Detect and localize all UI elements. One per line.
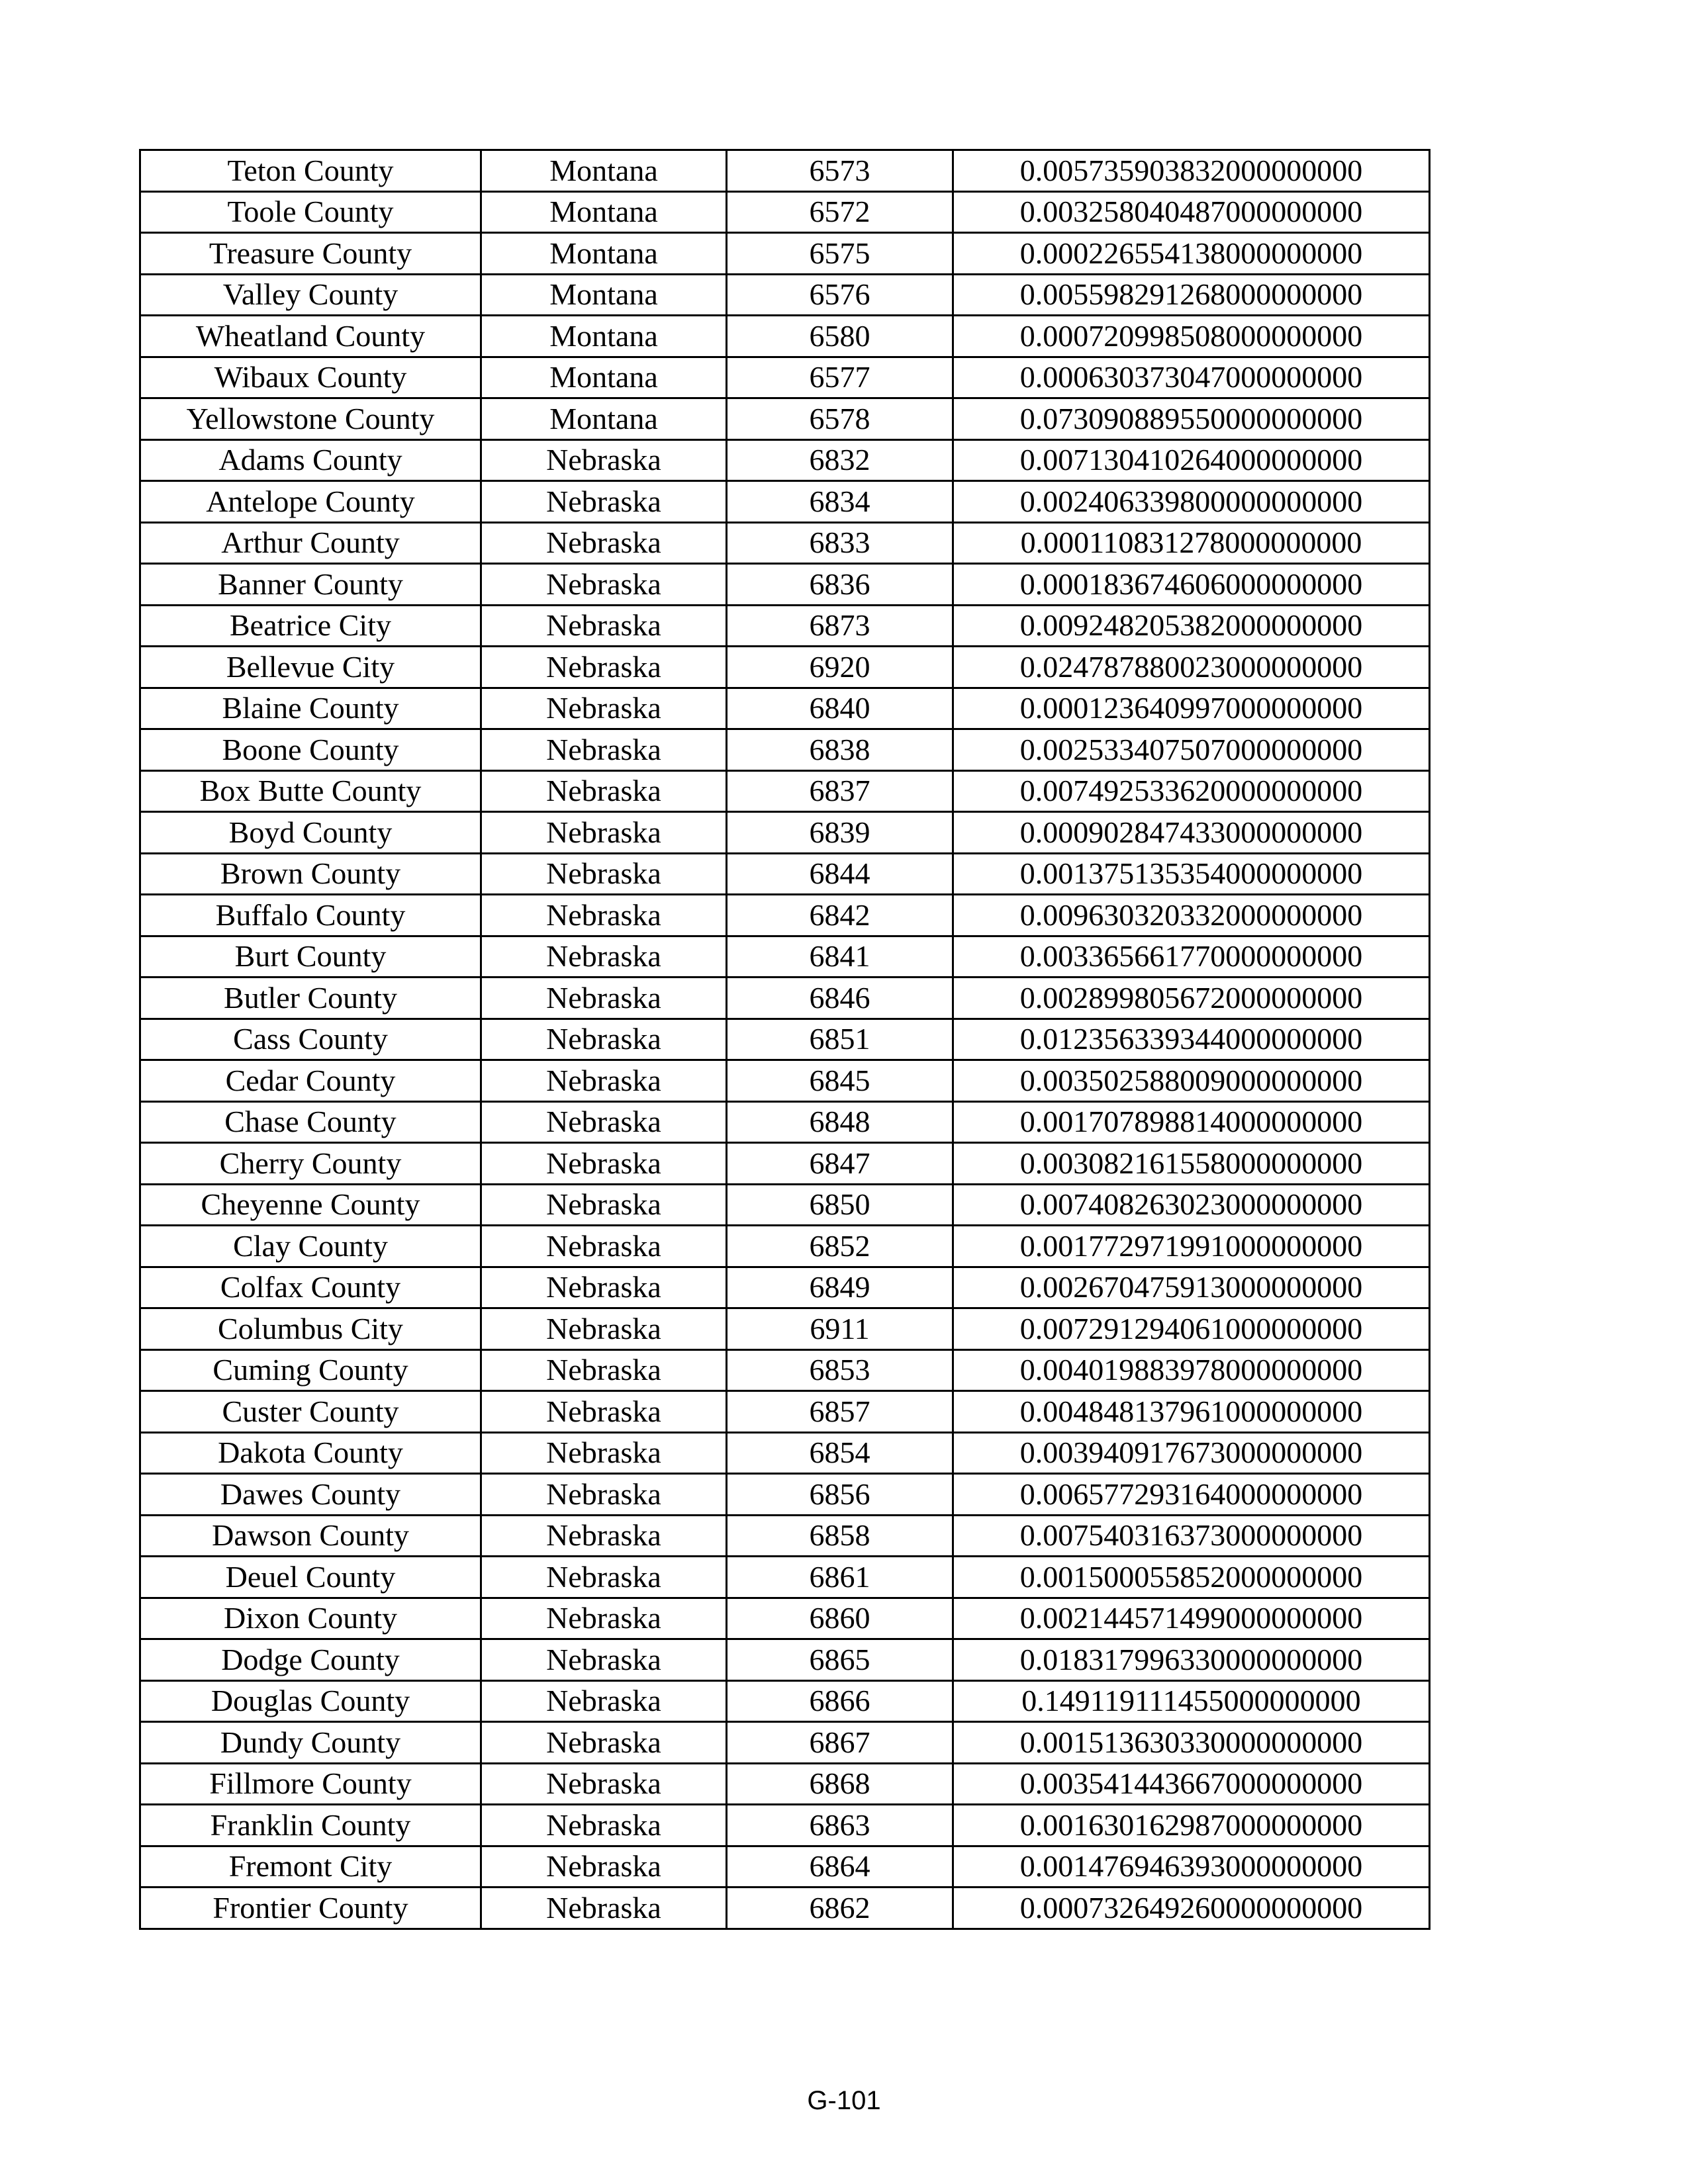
table-row xyxy=(140,936,1430,978)
table-row xyxy=(140,1308,1430,1350)
allocation-cell: 0.003541443667000000000 xyxy=(953,1763,1430,1805)
state-cell: Nebraska xyxy=(481,1474,727,1516)
county-name-cell: Boone County xyxy=(140,729,481,771)
county-name-cell: Beatrice City xyxy=(140,605,481,647)
id-cell: 6864 xyxy=(727,1846,953,1888)
id-cell: 6849 xyxy=(727,1267,953,1308)
county-name-cell: Chase County xyxy=(140,1101,481,1143)
table-row xyxy=(140,522,1430,564)
allocation-cell: 0.000183674606000000000 xyxy=(953,564,1430,606)
county-name-cell: Cass County xyxy=(140,1019,481,1060)
table-row xyxy=(140,1557,1430,1598)
state-cell: Montana xyxy=(481,191,727,233)
id-cell: 6847 xyxy=(727,1143,953,1185)
state-cell: Montana xyxy=(481,274,727,316)
table-row xyxy=(140,1515,1430,1557)
allocation-cell: 0.000123640997000000000 xyxy=(953,688,1430,729)
table-row xyxy=(140,1349,1430,1391)
table-row xyxy=(140,1639,1430,1681)
county-name-cell: Buffalo County xyxy=(140,895,481,936)
allocation-cell: 0.001513630330000000000 xyxy=(953,1722,1430,1764)
id-cell: 6861 xyxy=(727,1557,953,1598)
table-row xyxy=(140,274,1430,316)
county-name-cell: Box Butte County xyxy=(140,770,481,812)
county-name-cell: Dundy County xyxy=(140,1722,481,1764)
id-cell: 6920 xyxy=(727,647,953,688)
county-name-cell: Dawes County xyxy=(140,1474,481,1516)
county-allocation-table xyxy=(139,149,1430,1930)
id-cell: 6838 xyxy=(727,729,953,771)
id-cell: 6833 xyxy=(727,522,953,564)
id-cell: 6858 xyxy=(727,1515,953,1557)
id-cell: 6850 xyxy=(727,1184,953,1226)
state-cell: Nebraska xyxy=(481,605,727,647)
state-cell: Nebraska xyxy=(481,1846,727,1888)
allocation-cell: 0.007130410264000000000 xyxy=(953,439,1430,481)
state-cell: Nebraska xyxy=(481,936,727,978)
table-row xyxy=(140,1598,1430,1639)
id-cell: 6572 xyxy=(727,191,953,233)
county-name-cell: Dixon County xyxy=(140,1598,481,1639)
id-cell: 6573 xyxy=(727,150,953,192)
county-name-cell: Cuming County xyxy=(140,1349,481,1391)
county-name-cell: Arthur County xyxy=(140,522,481,564)
county-name-cell: Dakota County xyxy=(140,1432,481,1474)
table-row xyxy=(140,605,1430,647)
county-name-cell: Yellowstone County xyxy=(140,398,481,440)
allocation-cell: 0.000630373047000000000 xyxy=(953,357,1430,398)
id-cell: 6839 xyxy=(727,812,953,854)
allocation-cell: 0.003082161558000000000 xyxy=(953,1143,1430,1185)
state-cell: Nebraska xyxy=(481,1143,727,1185)
id-cell: 6841 xyxy=(727,936,953,978)
county-name-cell: Burt County xyxy=(140,936,481,978)
allocation-cell: 0.000902847433000000000 xyxy=(953,812,1430,854)
allocation-cell: 0.149119111455000000000 xyxy=(953,1680,1430,1722)
allocation-cell: 0.005598291268000000000 xyxy=(953,274,1430,316)
id-cell: 6576 xyxy=(727,274,953,316)
allocation-cell: 0.006577293164000000000 xyxy=(953,1474,1430,1516)
state-cell: Nebraska xyxy=(481,564,727,606)
table-row xyxy=(140,233,1430,275)
table-row xyxy=(140,647,1430,688)
state-cell: Nebraska xyxy=(481,1680,727,1722)
state-cell: Montana xyxy=(481,357,727,398)
allocation-cell: 0.002670475913000000000 xyxy=(953,1267,1430,1308)
allocation-cell: 0.004019883978000000000 xyxy=(953,1349,1430,1391)
state-cell: Montana xyxy=(481,398,727,440)
county-name-cell: Boyd County xyxy=(140,812,481,854)
id-cell: 6580 xyxy=(727,316,953,357)
allocation-cell: 0.012356339344000000000 xyxy=(953,1019,1430,1060)
state-cell: Nebraska xyxy=(481,770,727,812)
county-name-cell: Blaine County xyxy=(140,688,481,729)
state-cell: Nebraska xyxy=(481,1805,727,1846)
county-name-cell: Teton County xyxy=(140,150,481,192)
table-row xyxy=(140,150,1430,192)
state-cell: Montana xyxy=(481,233,727,275)
table-row xyxy=(140,812,1430,854)
state-cell: Nebraska xyxy=(481,481,727,523)
county-name-cell: Cedar County xyxy=(140,1060,481,1102)
allocation-cell: 0.002899805672000000000 xyxy=(953,978,1430,1019)
county-name-cell: Dawson County xyxy=(140,1515,481,1557)
state-cell: Nebraska xyxy=(481,812,727,854)
allocation-cell: 0.005735903832000000000 xyxy=(953,150,1430,192)
state-cell: Montana xyxy=(481,316,727,357)
allocation-cell: 0.009248205382000000000 xyxy=(953,605,1430,647)
allocation-cell: 0.003502588009000000000 xyxy=(953,1060,1430,1102)
table-row xyxy=(140,1101,1430,1143)
allocation-cell: 0.000720998508000000000 xyxy=(953,316,1430,357)
id-cell: 6873 xyxy=(727,605,953,647)
state-cell: Nebraska xyxy=(481,439,727,481)
allocation-cell: 0.001707898814000000000 xyxy=(953,1101,1430,1143)
county-name-cell: Brown County xyxy=(140,853,481,895)
state-cell: Nebraska xyxy=(481,1060,727,1102)
page-number: G-101 xyxy=(807,2086,881,2115)
allocation-cell: 0.000110831278000000000 xyxy=(953,522,1430,564)
county-name-cell: Douglas County xyxy=(140,1680,481,1722)
state-cell: Nebraska xyxy=(481,1391,727,1433)
county-name-cell: Wheatland County xyxy=(140,316,481,357)
table-row xyxy=(140,1680,1430,1722)
allocation-cell: 0.009630320332000000000 xyxy=(953,895,1430,936)
table-row xyxy=(140,439,1430,481)
id-cell: 6857 xyxy=(727,1391,953,1433)
county-name-cell: Dodge County xyxy=(140,1639,481,1681)
state-cell: Nebraska xyxy=(481,1267,727,1308)
state-cell: Nebraska xyxy=(481,1101,727,1143)
county-name-cell: Banner County xyxy=(140,564,481,606)
id-cell: 6578 xyxy=(727,398,953,440)
allocation-cell: 0.003258040487000000000 xyxy=(953,191,1430,233)
allocation-cell: 0.002144571499000000000 xyxy=(953,1598,1430,1639)
id-cell: 6834 xyxy=(727,481,953,523)
allocation-cell: 0.001500055852000000000 xyxy=(953,1557,1430,1598)
table-row xyxy=(140,1763,1430,1805)
table-row xyxy=(140,1846,1430,1888)
county-name-cell: Fremont City xyxy=(140,1846,481,1888)
table-row xyxy=(140,1019,1430,1060)
id-cell: 6842 xyxy=(727,895,953,936)
allocation-cell: 0.004848137961000000000 xyxy=(953,1391,1430,1433)
state-cell: Nebraska xyxy=(481,1349,727,1391)
county-name-cell: Columbus City xyxy=(140,1308,481,1350)
id-cell: 6577 xyxy=(727,357,953,398)
allocation-cell: 0.000732649260000000000 xyxy=(953,1888,1430,1929)
state-cell: Nebraska xyxy=(481,522,727,564)
allocation-cell: 0.007492533620000000000 xyxy=(953,770,1430,812)
allocation-cell: 0.001375135354000000000 xyxy=(953,853,1430,895)
county-name-cell: Cheyenne County xyxy=(140,1184,481,1226)
state-cell: Nebraska xyxy=(481,1019,727,1060)
county-name-cell: Adams County xyxy=(140,439,481,481)
table-row xyxy=(140,1184,1430,1226)
county-name-cell: Fillmore County xyxy=(140,1763,481,1805)
state-cell: Nebraska xyxy=(481,1515,727,1557)
id-cell: 6854 xyxy=(727,1432,953,1474)
county-name-cell: Cherry County xyxy=(140,1143,481,1185)
table-row xyxy=(140,895,1430,936)
state-cell: Nebraska xyxy=(481,1722,727,1764)
id-cell: 6867 xyxy=(727,1722,953,1764)
state-cell: Nebraska xyxy=(481,1639,727,1681)
id-cell: 6836 xyxy=(727,564,953,606)
table-row xyxy=(140,978,1430,1019)
table-row xyxy=(140,398,1430,440)
id-cell: 6866 xyxy=(727,1680,953,1722)
table-row xyxy=(140,1474,1430,1516)
state-cell: Nebraska xyxy=(481,1184,727,1226)
state-cell: Nebraska xyxy=(481,688,727,729)
table-row xyxy=(140,1226,1430,1267)
allocation-cell: 0.007540316373000000000 xyxy=(953,1515,1430,1557)
table-row xyxy=(140,1391,1430,1433)
state-cell: Nebraska xyxy=(481,853,727,895)
state-cell: Nebraska xyxy=(481,1598,727,1639)
allocation-cell: 0.007291294061000000000 xyxy=(953,1308,1430,1350)
allocation-cell: 0.073090889550000000000 xyxy=(953,398,1430,440)
state-cell: Nebraska xyxy=(481,1888,727,1929)
id-cell: 6863 xyxy=(727,1805,953,1846)
allocation-cell: 0.002406339800000000000 xyxy=(953,481,1430,523)
id-cell: 6860 xyxy=(727,1598,953,1639)
county-name-cell: Bellevue City xyxy=(140,647,481,688)
table-row xyxy=(140,1143,1430,1185)
county-name-cell: Franklin County xyxy=(140,1805,481,1846)
id-cell: 6837 xyxy=(727,770,953,812)
table-row xyxy=(140,564,1430,606)
id-cell: 6865 xyxy=(727,1639,953,1681)
allocation-cell: 0.001772971991000000000 xyxy=(953,1226,1430,1267)
county-name-cell: Frontier County xyxy=(140,1888,481,1929)
id-cell: 6851 xyxy=(727,1019,953,1060)
state-cell: Nebraska xyxy=(481,647,727,688)
allocation-cell: 0.000226554138000000000 xyxy=(953,233,1430,275)
county-name-cell: Clay County xyxy=(140,1226,481,1267)
table-body xyxy=(140,150,1430,1929)
table-row xyxy=(140,481,1430,523)
id-cell: 6832 xyxy=(727,439,953,481)
id-cell: 6911 xyxy=(727,1308,953,1350)
allocation-cell: 0.018317996330000000000 xyxy=(953,1639,1430,1681)
state-cell: Montana xyxy=(481,150,727,192)
id-cell: 6846 xyxy=(727,978,953,1019)
id-cell: 6840 xyxy=(727,688,953,729)
table-row xyxy=(140,316,1430,357)
state-cell: Nebraska xyxy=(481,1308,727,1350)
allocation-cell: 0.003940917673000000000 xyxy=(953,1432,1430,1474)
allocation-cell: 0.002533407507000000000 xyxy=(953,729,1430,771)
state-cell: Nebraska xyxy=(481,895,727,936)
table-row xyxy=(140,853,1430,895)
state-cell: Nebraska xyxy=(481,1763,727,1805)
table-row xyxy=(140,191,1430,233)
allocation-cell: 0.001476946393000000000 xyxy=(953,1846,1430,1888)
table-row xyxy=(140,729,1430,771)
id-cell: 6868 xyxy=(727,1763,953,1805)
id-cell: 6852 xyxy=(727,1226,953,1267)
state-cell: Nebraska xyxy=(481,978,727,1019)
county-name-cell: Butler County xyxy=(140,978,481,1019)
state-cell: Nebraska xyxy=(481,1432,727,1474)
table-row xyxy=(140,1267,1430,1308)
county-name-cell: Treasure County xyxy=(140,233,481,275)
id-cell: 6856 xyxy=(727,1474,953,1516)
id-cell: 6845 xyxy=(727,1060,953,1102)
table-row xyxy=(140,1805,1430,1846)
county-name-cell: Antelope County xyxy=(140,481,481,523)
table-row xyxy=(140,1722,1430,1764)
county-name-cell: Toole County xyxy=(140,191,481,233)
state-cell: Nebraska xyxy=(481,729,727,771)
county-name-cell: Deuel County xyxy=(140,1557,481,1598)
id-cell: 6853 xyxy=(727,1349,953,1391)
state-cell: Nebraska xyxy=(481,1557,727,1598)
id-cell: 6862 xyxy=(727,1888,953,1929)
id-cell: 6844 xyxy=(727,853,953,895)
county-name-cell: Colfax County xyxy=(140,1267,481,1308)
id-cell: 6848 xyxy=(727,1101,953,1143)
table-row xyxy=(140,1432,1430,1474)
table-row xyxy=(140,357,1430,398)
table-row xyxy=(140,688,1430,729)
allocation-cell: 0.003365661770000000000 xyxy=(953,936,1430,978)
id-cell: 6575 xyxy=(727,233,953,275)
county-name-cell: Valley County xyxy=(140,274,481,316)
allocation-cell: 0.007408263023000000000 xyxy=(953,1184,1430,1226)
county-name-cell: Custer County xyxy=(140,1391,481,1433)
table-row xyxy=(140,770,1430,812)
state-cell: Nebraska xyxy=(481,1226,727,1267)
table-row xyxy=(140,1888,1430,1929)
table-row xyxy=(140,1060,1430,1102)
county-name-cell: Wibaux County xyxy=(140,357,481,398)
allocation-cell: 0.024787880023000000000 xyxy=(953,647,1430,688)
allocation-cell: 0.001630162987000000000 xyxy=(953,1805,1430,1846)
